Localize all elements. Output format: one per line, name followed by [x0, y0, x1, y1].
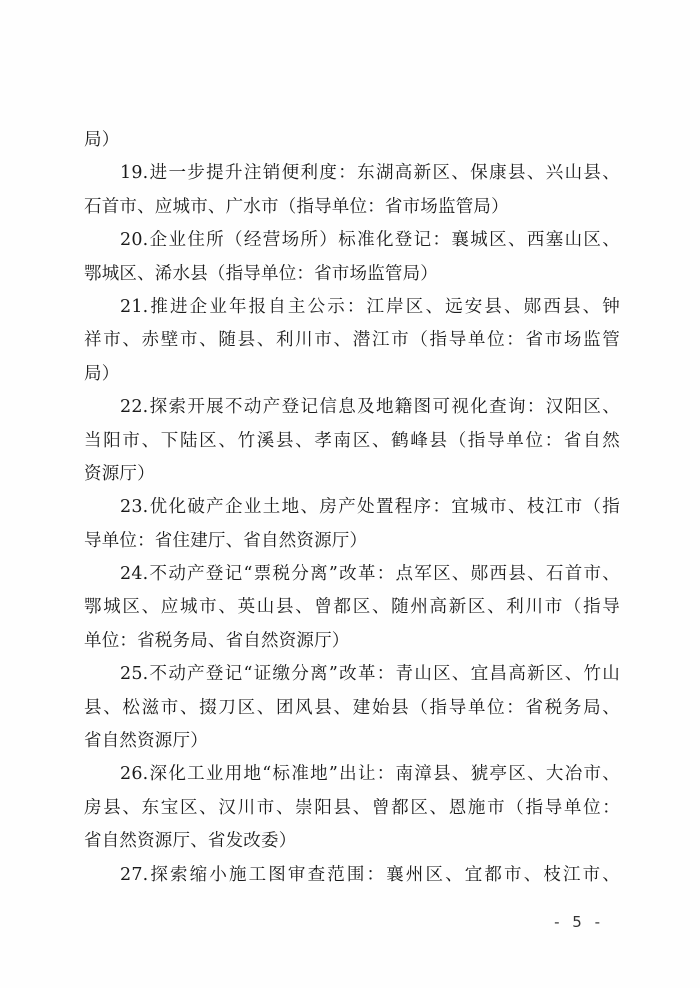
- text-line: 鄂城区、应城市、英山县、曾都区、随州高新区、利川市（指导: [84, 597, 620, 618]
- text-line: 27.探索缩小施工图审查范围：襄州区、宜都市、枝江市、: [120, 864, 620, 885]
- text-line: 单位：省税务局、省自然资源厅）: [84, 630, 350, 651]
- text-line: 21.推进企业年报自主公示：江岸区、远安县、郧西县、钟: [120, 296, 620, 317]
- text-line: 20.企业住所（经营场所）标准化登记：襄城区、西塞山区、: [120, 230, 620, 251]
- text-line: 祥市、赤壁市、随县、利川市、潜江市（指导单位：省市场监管: [84, 330, 620, 351]
- text-line: 局）: [84, 130, 120, 150]
- text-line: 22.探索开展不动产登记信息及地籍图可视化查询：汉阳区、: [120, 397, 620, 418]
- text-line: 石首市、应城市、广水市（指导单位：省市场监管局）: [84, 196, 509, 217]
- text-line: 房县、东宝区、汉川市、崇阳县、曾都区、恩施市（指导单位：: [84, 797, 620, 818]
- text-line: 局）: [84, 363, 120, 384]
- text-line: 鄂城区、浠水县（指导单位：省市场监管局）: [84, 263, 438, 284]
- text-line: 省自然资源厅）: [84, 731, 208, 752]
- text-line: 当阳市、下陆区、竹溪县、孝南区、鹤峰县（指导单位：省自然: [84, 430, 620, 451]
- text-line: 26.深化工业用地“标准地”出让：南漳县、猇亭区、大冶市、: [120, 764, 620, 785]
- text-line: 省自然资源厅、省发改委）: [84, 831, 297, 852]
- text-line: 24.不动产登记“票税分离”改革：点军区、郧西县、石首市、: [120, 564, 620, 585]
- document-body: [84, 124, 620, 892]
- text-line: 资源厅）: [84, 463, 155, 484]
- text-line: 23.优化破产企业土地、房产处置程序：宜城市、枝江市（指: [120, 497, 620, 518]
- text-line: 19.进一步提升注销便利度：东湖高新区、保康县、兴山县、: [120, 163, 620, 184]
- text-line: 县、松滋市、掇刀区、团风县、建始县（指导单位：省税务局、: [84, 697, 620, 718]
- text-line: 25.不动产登记“证缴分离”改革：青山区、宜昌高新区、竹山: [120, 664, 620, 685]
- page-number: - 5 -: [554, 913, 604, 931]
- text-line: 导单位：省住建厅、省自然资源厅）: [84, 530, 368, 551]
